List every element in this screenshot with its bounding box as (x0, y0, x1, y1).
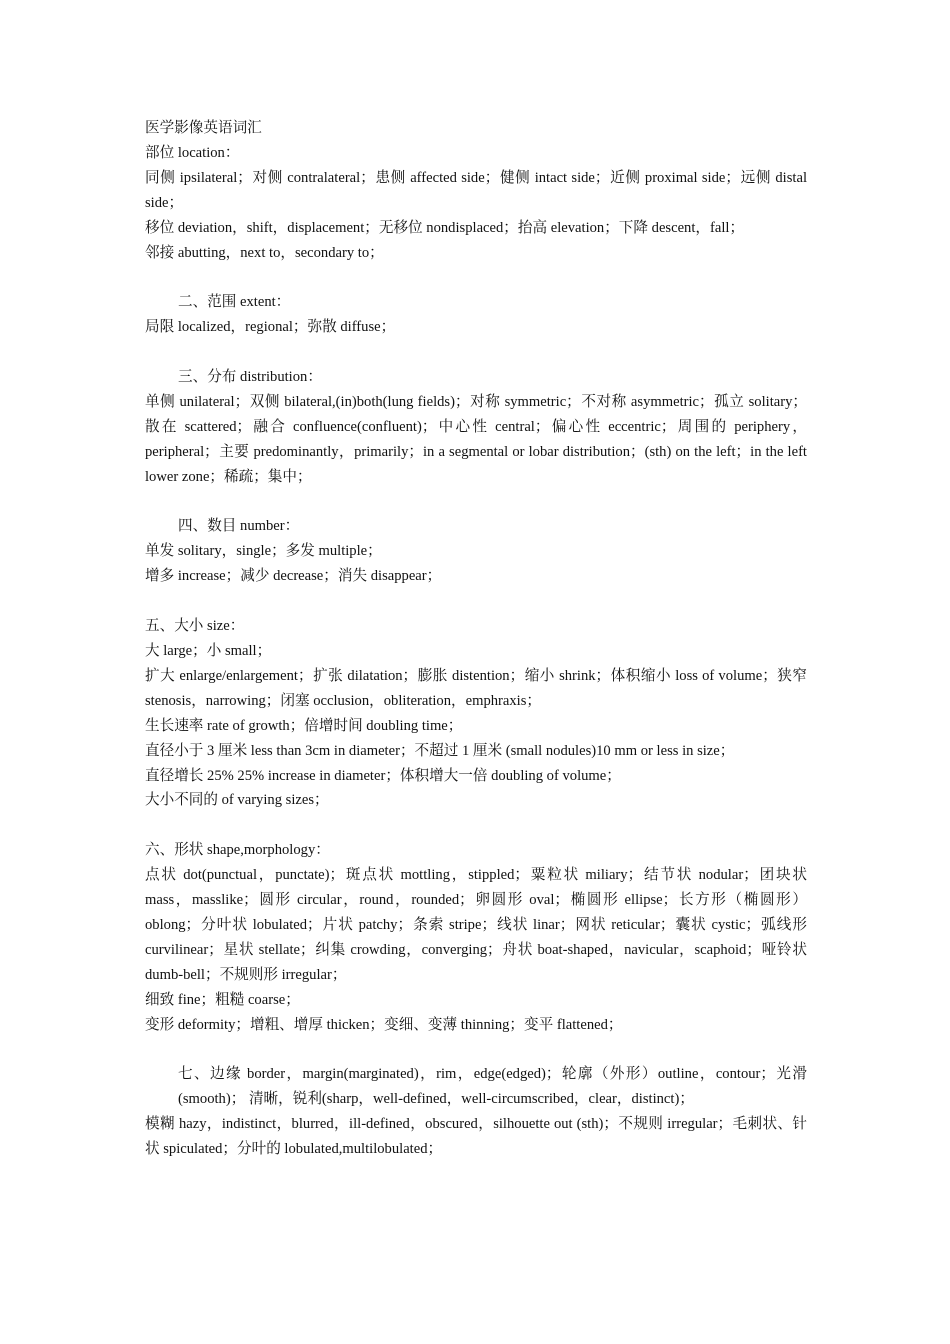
section-heading-number: 四、数目 number： (178, 518, 300, 535)
paragraph: 直径增长 25% 25% increase in diameter；体积增大一倍 doubling of volume； (145, 767, 621, 784)
section-heading-size: 五、大小 size： (145, 618, 245, 635)
section-heading-location: 部位 location： (145, 144, 240, 161)
paragraph: 扩大 enlarge/enlargement；扩张 dilatation；膨胀 distention；缩小 shrink；体积缩小 loss of volume；狭窄 stenosis，narrowing；闭塞 occlusion，obliteration，emphraxis； (145, 667, 807, 709)
paragraph: 邻接 abutting，next to，secondary to； (145, 244, 384, 261)
spacer (145, 340, 807, 365)
paragraph: 大 large；小 small； (145, 642, 272, 659)
paragraph: 细致 fine；粗糙 coarse； (145, 991, 300, 1008)
spacer (145, 589, 807, 614)
section-heading-distribution: 三、分布 distribution： (178, 369, 322, 386)
section-heading-shape: 六、形状 shape,morphology： (145, 842, 330, 859)
section-heading-border: 七、边缘 border，margin(marginated)，rim，edge(edged)；轮廓（外形）outline，contour；光滑 (smooth)； 清晰，锐利(sharp，well-defined，well-circumscribed，clear，distinct)； (178, 1066, 807, 1108)
paragraph: 模糊 hazy，indistinct，blurred，ill-defined，obscured，silhouette out (sth)；不规则 irregular；毛刺状、针状 spiculated；分叶的 lobulated,multilobulated； (145, 1116, 807, 1158)
paragraph: 局限 localized，regional；弥散 diffuse； (145, 319, 396, 336)
paragraph: 点状 dot(punctual，punctate)；斑点状 mottling，stippled；粟粒状 miliary；结节状 nodular；团块状 mass，masslike；圆形 circular，round，rounded；卵圆形 oval；椭圆形 ellipse；长方形（椭圆形）oblong；分叶状 lobulated；片状 patchy；条索 stripe；线状 linar；网状 reticular；囊状 cystic；弧线形 curvilinear；星状 stellate；纠集 crowding，converging；舟状 boat-shaped，navicular，scaphoid；哑铃状 dumb-bell；不规则形 irregular； (145, 867, 807, 983)
paragraph: 直径小于 3 厘米 less than 3cm in diameter；不超过 1 厘米 (small nodules)10 mm or less in size； (145, 742, 735, 759)
spacer (145, 490, 807, 515)
document-page (145, 116, 807, 1162)
paragraph: 单侧 unilateral；双侧 bilateral,(in)both(lung fields)；对称 symmetric；不对称 asymmetric；孤立 solitary；散在 scattered；融合 confluence(confluent)；中心性 central；偏心性 eccentric；周围的 periphery，peripheral；主要 predominantly，primarily；in a segmental or lobar distribution；(sth) on the left；in the left lower zone；稀疏；集中； (145, 393, 807, 485)
paragraph: 同侧 ipsilateral；对侧 contralateral；患侧 affected side；健侧 intact side；近侧 proximal side；远侧 distal side； (145, 169, 807, 211)
paragraph: 变形 deformity；增粗、增厚 thicken；变细、变薄 thinning；变平 flattened； (145, 1016, 623, 1033)
spacer (145, 813, 807, 838)
paragraph: 移位 deviation，shift，displacement；无移位 nondisplaced；抬高 elevation；下降 descent，fall； (145, 219, 745, 236)
paragraph: 增多 increase；减少 decrease；消失 disappear； (145, 568, 442, 585)
paragraph: 单发 solitary，single；多发 multiple； (145, 543, 382, 560)
spacer (145, 265, 807, 290)
paragraph: 生长速率 rate of growth；倍增时间 doubling time； (145, 717, 463, 734)
document-title: 医学影像英语词汇 (145, 120, 262, 136)
paragraph: 大小不同的 of varying sizes； (145, 792, 329, 809)
spacer (145, 1037, 807, 1062)
section-heading-extent: 二、范围 extent： (178, 294, 291, 311)
